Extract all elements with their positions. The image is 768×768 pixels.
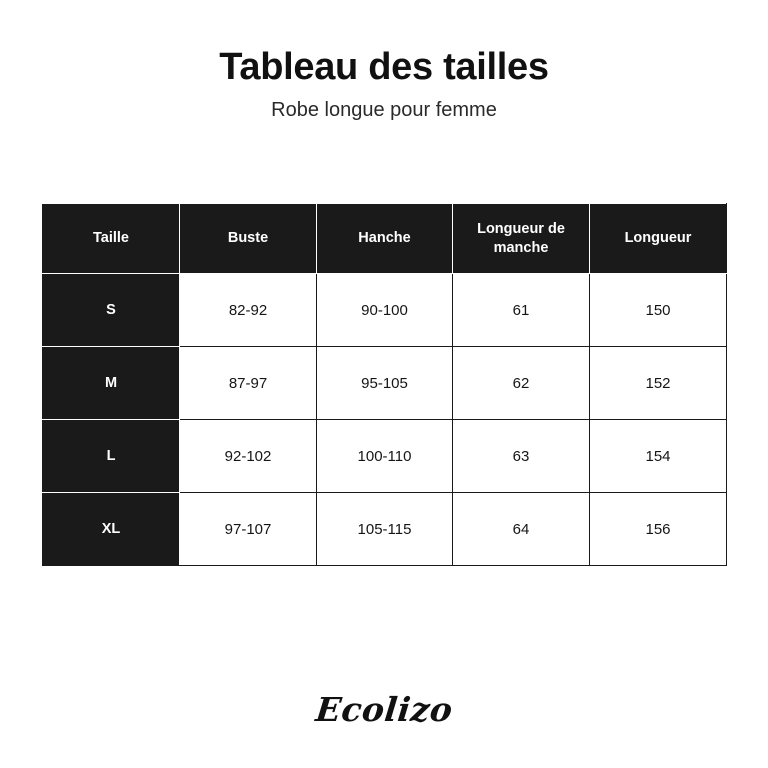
column-header-longueur-de-manche: Longueur de manche [453, 204, 590, 274]
column-header-longueur: Longueur [590, 204, 727, 274]
cell-buste: 92-102 [180, 420, 317, 493]
cell-hanche: 100-110 [317, 420, 453, 493]
cell-manche: 62 [453, 347, 590, 420]
cell-longueur: 154 [590, 420, 727, 493]
cell-longueur: 152 [590, 347, 727, 420]
cell-hanche: 105-115 [317, 493, 453, 566]
table-row [43, 347, 727, 420]
page-subtitle: Robe longue pour femme [271, 98, 497, 121]
cell-buste: 97-107 [180, 493, 317, 566]
column-header-hanche: Hanche [317, 204, 453, 274]
table-body [43, 274, 727, 566]
cell-size: M [43, 347, 180, 420]
cell-manche: 64 [453, 493, 590, 566]
size-table-container [42, 203, 726, 566]
cell-manche: 61 [453, 274, 590, 347]
cell-longueur: 150 [590, 274, 727, 347]
size-table [42, 203, 727, 566]
cell-size: XL [43, 493, 180, 566]
cell-buste: 87-97 [180, 347, 317, 420]
cell-size: S [43, 274, 180, 347]
page-title: Tableau des tailles [219, 46, 549, 88]
cell-hanche: 90-100 [317, 274, 453, 347]
table-header-row [43, 204, 727, 274]
table-row [43, 420, 727, 493]
table-row [43, 274, 727, 347]
cell-size: L [43, 420, 180, 493]
cell-manche: 63 [453, 420, 590, 493]
column-header-buste: Buste [180, 204, 317, 274]
column-header-taille: Taille [43, 204, 180, 274]
cell-hanche: 95-105 [317, 347, 453, 420]
table-header-row-group [43, 204, 727, 274]
cell-buste: 82-92 [180, 274, 317, 347]
cell-longueur: 156 [590, 493, 727, 566]
page-header [0, 0, 768, 122]
footer [0, 690, 768, 729]
brand-logo-text: Ecolizo [313, 690, 455, 729]
table-row [43, 493, 727, 566]
